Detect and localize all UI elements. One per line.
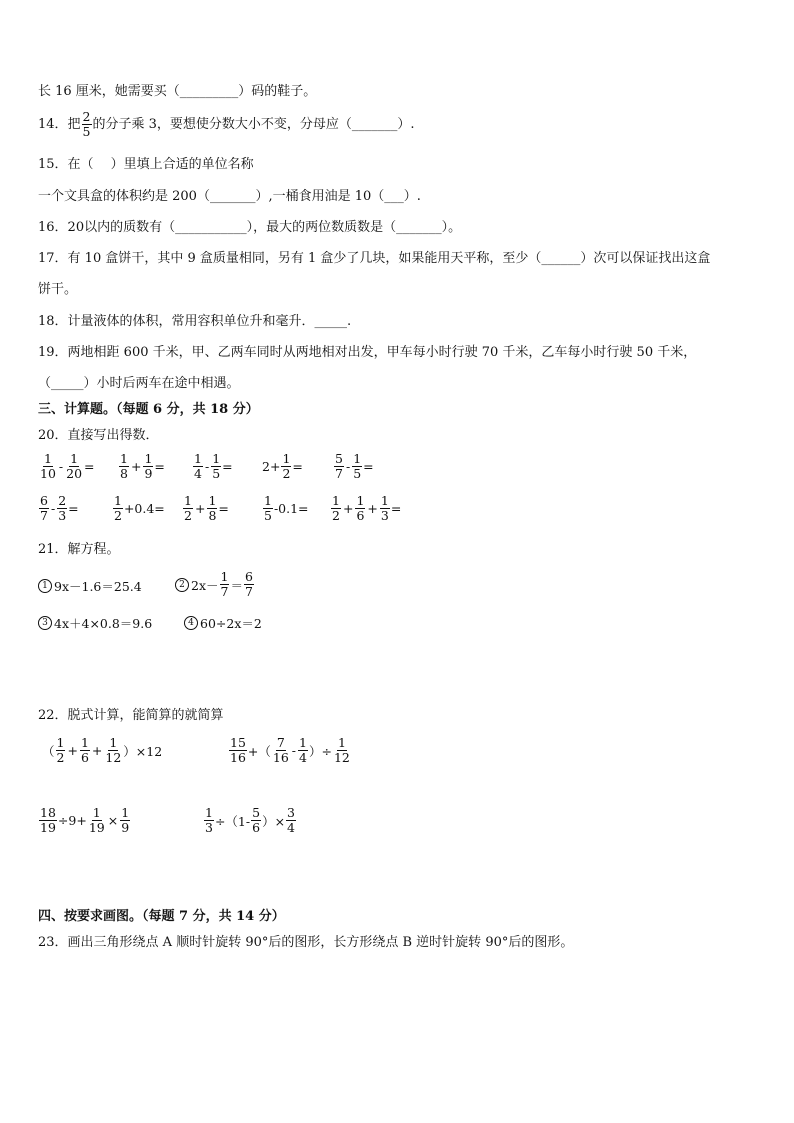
q17-line-b: 饼干。: [38, 282, 78, 297]
q15-line: 一个文具盒的体积约是 200（_______）,一桶食用油是 10（___）.: [38, 189, 421, 204]
q20-r1-e2: $\frac{1}{8}$ + $\frac{1}{9}$ =: [120, 451, 165, 481]
q20-r2-e1: $\frac{6}{7}$ - $\frac{2}{3}$ =: [40, 493, 79, 523]
section-3-heading: 三、计算题。（每题 6 分，共 18 分）: [38, 402, 259, 417]
q20-title: 20．直接写出得数．: [38, 428, 159, 443]
q20-r2-e4: $\frac{1}{5}$ -0.1=: [264, 493, 309, 523]
q20-r1-e3: $\frac{1}{4}$ - $\frac{1}{5}$ =: [194, 451, 233, 481]
q21-eq4: 4 60÷2x＝2: [184, 614, 262, 632]
q22-expr-c: $\frac{18}{19}$ ÷9+ $\frac{1}{19}$ × $\frac{1}{9}$: [40, 805, 130, 835]
q14-fraction: $\frac{2}{5}$: [82, 109, 91, 139]
q20-r1-e4: 2+ $\frac{1}{2}$ =: [262, 451, 303, 481]
q14: [38, 110, 415, 139]
q20-r1-e1: $\frac{1}{10}$ - $\frac{1}{20}$ =: [40, 451, 95, 481]
q13-continuation: 长 16 厘米，她需要买（_________）码的鞋子。: [38, 84, 317, 99]
q14-post: 的分子乘 3，要想使分数大小不变，分母应（_______）.: [92, 116, 415, 132]
q19-line-b: （_____）小时后两车在途中相遇。: [38, 376, 240, 391]
q19-line-a: 19．两地相距 600 千米，甲、乙两车同时从两地相对出发，甲车每小时行驶 70 千米，乙车每小时行驶 50 千米，: [38, 345, 697, 360]
q22-expr-d: $\frac{1}{3}$ ÷（1- $\frac{5}{6}$ ）× $\frac{3}{4}$: [205, 805, 295, 835]
q16: 16．20以内的质数有（___________），最大的两位数质数是（_______）。: [38, 220, 462, 235]
q21-title: 21．解方程。: [38, 542, 120, 557]
q20-r2-e2: $\frac{1}{2}$ +0.4=: [114, 493, 165, 523]
q22-expr-b: $\frac{15}{16}$ +（ $\frac{7}{16}$ - $\frac{1}{4}$ ）÷ $\frac{1}{12}$: [230, 735, 350, 765]
q21-eq3: 3 4x＋4×0.8＝9.6: [38, 614, 152, 632]
q18: 18．计量液体的体积，常用容积单位升和毫升．_____.: [38, 314, 352, 329]
q15-title: 15．在（ ）里填上合适的单位名称: [38, 157, 254, 172]
q21-eq1: 1 9x－1.6＝25.4: [38, 577, 142, 595]
q14-pre: 14．把: [38, 116, 81, 132]
q20-r2-e5: $\frac{1}{2}$ + $\frac{1}{6}$ + $\frac{1}{3}$ =: [332, 493, 402, 523]
section-4-heading: 四、按要求画图。（每题 7 分，共 14 分）: [38, 909, 285, 924]
q23: 23．画出三角形绕点 A 顺时针旋转 90°后的图形，长方形绕点 B 逆时针旋转 90°后的图形。: [38, 935, 574, 950]
q22-title: 22．脱式计算，能简算的就简算: [38, 708, 224, 723]
q22-expr-a: （ $\frac{1}{2}$ + $\frac{1}{6}$ + $\frac{1}{12}$ ）×12: [42, 735, 163, 765]
q20-r1-e5: $\frac{5}{7}$ - $\frac{1}{5}$ =: [335, 451, 374, 481]
q21-eq2: 2 2x－ $\frac{1}{7}$ ＝ $\frac{6}{7}$: [175, 570, 255, 599]
q17-line-a: 17．有 10 盒饼干，其中 9 盒质量相同，另有 1 盒少了几块，如果能用天平称，至少（______）次可以保证找出这盒: [38, 251, 711, 266]
q20-r2-e3: $\frac{1}{2}$ + $\frac{1}{8}$ =: [184, 493, 229, 523]
